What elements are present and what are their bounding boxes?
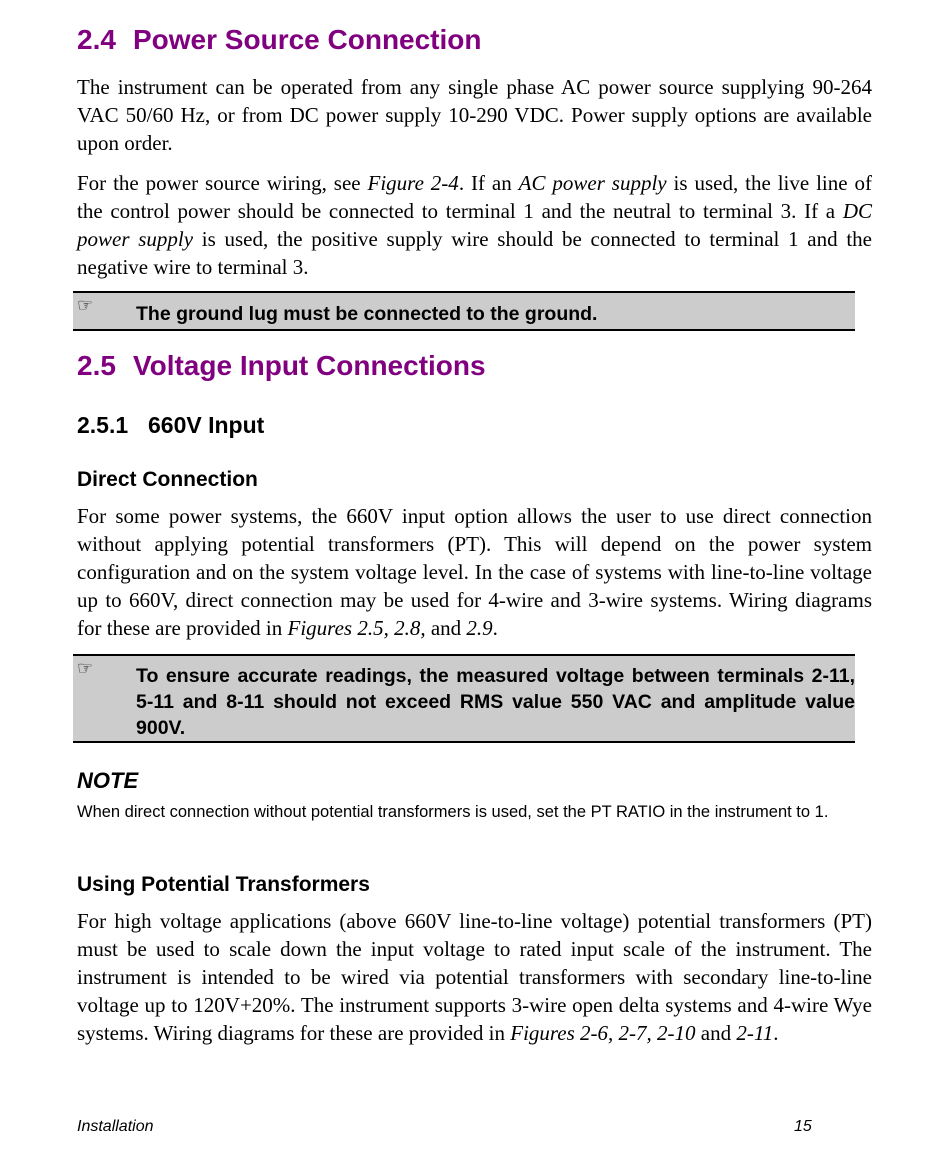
note-text: When direct connection without potential transformers is used, set the PT RATIO in the instrument to 1. <box>77 803 829 821</box>
figure-reference: 2-11 <box>736 1021 774 1045</box>
note-title: NOTE <box>77 768 139 793</box>
text-run: . <box>773 1021 779 1045</box>
section-title: Power Source Connection <box>133 24 482 55</box>
pointing-hand-icon: ☞ <box>77 295 94 316</box>
text-run: and <box>425 616 467 640</box>
accurate-readings-callout <box>73 654 855 743</box>
potential-transformers-heading: Using Potential Transformers <box>77 873 370 896</box>
direct-connection-heading: Direct Connection <box>77 468 258 491</box>
text-run: For high voltage applications (above 660V line-to-line voltage) potential transformers (PT) must be used to scale down the input voltage to rated input scale of the instrument. The instrument is intended to be wired via potential transformers with secondary line-to-line voltage up to 120V+20%. The instrument supports 3-wire open delta systems and 4-wire Wye systems. Wiring diagrams for these are provided in <box>77 909 872 1045</box>
pointing-hand-icon: ☞ <box>77 658 94 679</box>
text-run: . If an <box>458 171 519 195</box>
callout-text: The ground lug must be connected to the ground. <box>136 303 598 325</box>
subsection-2-5-1-heading <box>77 412 264 439</box>
text-run: is used, the positive supply wire should be connected to terminal 1 and the negative wire to terminal 3. <box>77 227 873 279</box>
subsection-title: 660V Input <box>148 412 265 438</box>
power-wiring-paragraph <box>77 169 872 281</box>
section-2-4-heading <box>77 24 482 56</box>
dc-power-supply-term: DC power supply <box>77 199 872 251</box>
section-number: 2.5 <box>77 350 116 381</box>
page-number: 15 <box>794 1118 812 1135</box>
text-run: and <box>695 1021 737 1045</box>
ground-lug-callout <box>73 291 855 331</box>
text-run: For the power source wiring, see <box>77 171 368 195</box>
section-number: 2.4 <box>77 24 116 55</box>
callout-text: To ensure accurate readings, the measured voltage between terminals 2-11, 5-11 and 8-11 should not exceed RMS value 550 VAC and amplitude value 900V. <box>136 665 855 739</box>
subsection-number: 2.5.1 <box>77 412 129 438</box>
text-run: For some power systems, the 660V input option allows the user to use direct connection without applying potential transformers (PT). This will depend on the power system configuration and on the system voltage level. In the case of systems with line-to-line voltage up to 660V, direct connection may be used for 4-wire and 3-wire systems. Wiring diagrams for these are provided in <box>77 504 872 640</box>
potential-transformers-paragraph <box>77 907 872 1047</box>
section-2-5-heading <box>77 350 486 382</box>
text-run: is used, the live line of the control power should be connected to terminal 1 and the neutral to terminal 3. If a <box>77 171 872 223</box>
figure-reference: Figure 2-4 <box>367 171 459 195</box>
ac-power-supply-term: AC power supply <box>518 171 667 195</box>
footer-chapter-label: Installation <box>77 1118 154 1135</box>
direct-connection-paragraph <box>77 502 872 642</box>
figure-reference: Figures 2-6, 2-7, 2-10 <box>510 1021 696 1045</box>
power-source-paragraph: The instrument can be operated from any single phase AC power source supplying 90-264 VAC 50/60 Hz, or from DC power supply 10-290 VDC. Power supply options are available upon order. <box>77 75 872 155</box>
figure-reference: Figures 2.5, 2.8, <box>287 616 426 640</box>
text-run: . <box>492 616 498 640</box>
figure-reference: 2.9 <box>466 616 493 640</box>
section-title: Voltage Input Connections <box>133 350 486 381</box>
